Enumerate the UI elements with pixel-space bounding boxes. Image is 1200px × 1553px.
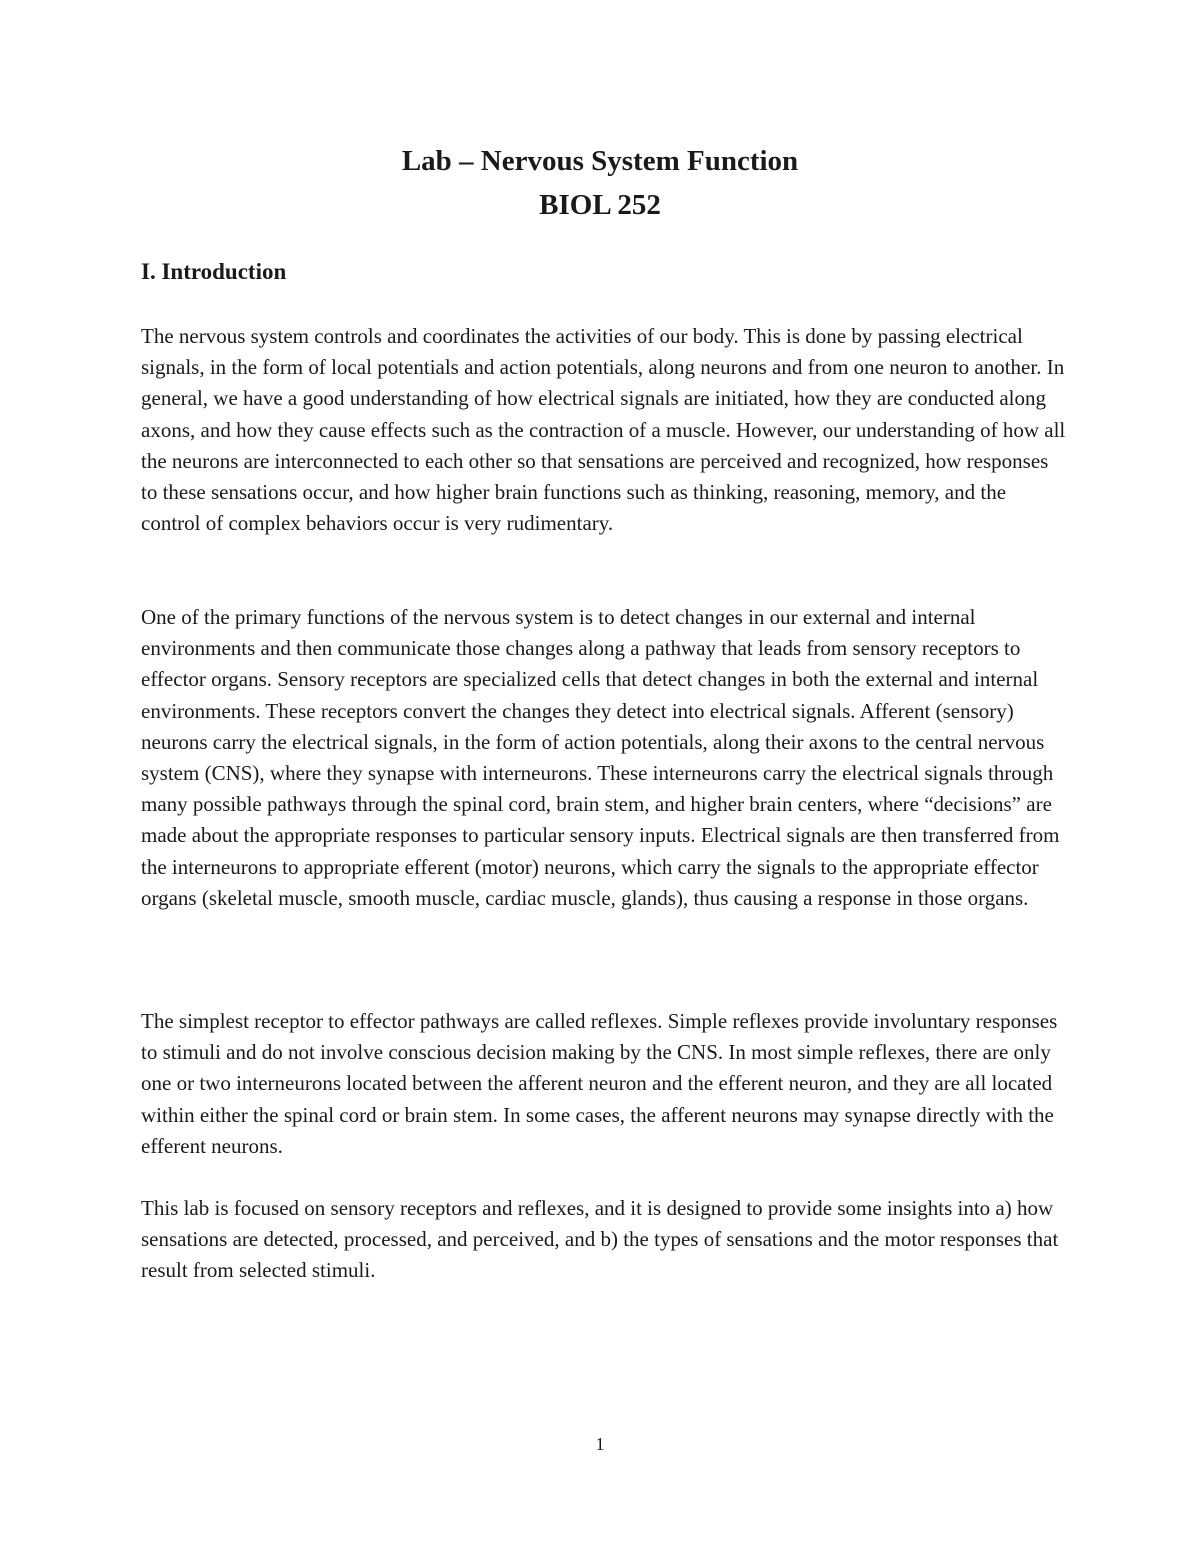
section-heading: I. Introduction (141, 259, 287, 284)
page-number: 1 (595, 1434, 605, 1454)
paragraph-1: The nervous system controls and coordinates the activities of our body. This is done by passing electrical signals, in the form of local potentials and action potentials, along neurons and from one neuron to another. In general, we have a good understanding of how electrical signals are initiated, how they are conducted along axons, and how they cause effects such as the contraction of a muscle. However, our understanding of how all the neurons are interconnected to each other so that sensations are perceived and recognized, how responses to these sensations occur, and how higher brain functions such as thinking, reasoning, memory, and the control of complex behaviors occur is very rudimentary. (141, 324, 1066, 536)
paragraph-4: This lab is focused on sensory receptors and reflexes, and it is designed to provide some insights into a) how sensations are detected, processed, and perceived, and b) the types of sensations and the motor responses that result from selected stimuli. (141, 1196, 1059, 1283)
paragraph-3: The simplest receptor to effector pathways are called reflexes. Simple reflexes provide involuntary responses to stimuli and do not involve conscious decision making by the CNS. In most simple reflexes, there are only one or two interneurons located between the afferent neuron and the efferent neuron, and they are all located within either the spinal cord or brain stem. In some cases, the afferent neurons may synapse directly with the efferent neurons. (141, 1009, 1058, 1158)
paragraph-2: One of the primary functions of the nervous system is to detect changes in our external and internal environments and then communicate those changes along a pathway that leads from sensory receptors to effector organs. Sensory receptors are specialized cells that detect changes in both the external and internal environments. These receptors convert the changes they detect into electrical signals. Afferent (sensory) neurons carry the electrical signals, in the form of action potentials, along their axons to the central nervous system (CNS), where they synapse with interneurons. These interneurons carry the electrical signals through many possible pathways through the spinal cord, brain stem, and higher brain centers, where “decisions” are made about the appropriate responses to particular sensory inputs. Electrical signals are then transferred from the interneurons to appropriate efferent (motor) neurons, which carry the signals to the appropriate effector organs (skeletal muscle, smooth muscle, cardiac muscle, glands), thus causing a response in those organs. (141, 605, 1060, 910)
document-title: Lab – Nervous System Function (401, 145, 799, 177)
course-code: BIOL 252 (539, 189, 661, 221)
